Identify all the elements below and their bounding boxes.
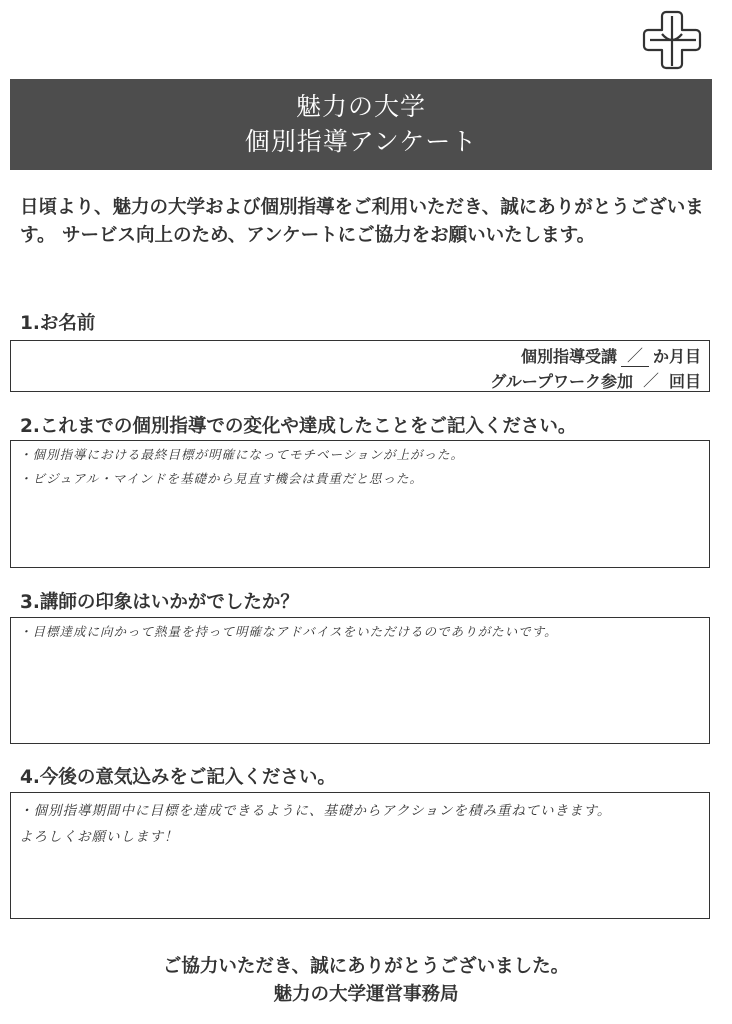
section2-title: 2.これまでの個別指導での変化や達成したことをご記入ください。 [20,416,577,437]
page-title: 魅力の大学 [295,91,426,121]
section2-answer-line: ・ビジュアル・マインドを基礎から見直す機会は貴重だと思った。 [19,471,424,486]
page-subtitle: 個別指導アンケート [244,126,478,156]
section4-answer-box[interactable] [10,792,710,919]
months-row [521,343,701,367]
months-unit: か月目 [652,346,701,366]
section4-answer-line: ・個別指導期間中に目標を達成できるように、基礎からアクションを積み重ねていきます。 [19,803,612,819]
cross-knot-logo-icon [638,8,708,74]
group-work-blank[interactable]: ／ [637,368,665,392]
section2-answer-line: ・個別指導における最終目標が明確になってモチベーションが上がった。 [19,447,465,462]
months-blank[interactable]: ／ [621,343,649,367]
months-label: 個別指導受講 [520,346,617,366]
group-work-label: グループワーク参加 [490,371,633,391]
section4-answer-line: よろしくお願いします！ [19,829,179,845]
section3-answer-box[interactable] [10,617,710,744]
section3-title: 3.講師の印象はいかがでしたか？ [20,592,299,613]
section3-answer-line: ・目標達成に向かって熱量を持って明確なアドバイスをいただけるのでありがたいです。 [19,624,558,639]
section2-answer-box[interactable] [10,440,710,568]
group-work-row [490,368,701,392]
closing-thanks: ご協力いただき、誠にありがとうございました。 [162,956,570,977]
intro-text: 日頃より、魅力の大学および個別指導をご利用いただき、誠にありがとうございます。 サービス向上のため、アンケートにご協力をお願いいたします。 [20,197,704,246]
section1-title: 1.お名前 [20,313,96,334]
group-work-unit: 回目 [668,371,701,391]
closing-office: 魅力の大学運営事務局 [273,984,459,1005]
section4-title: 4.今後の意気込みをご記入ください。 [20,767,336,788]
name-box[interactable] [10,340,710,392]
header-band [10,79,712,170]
